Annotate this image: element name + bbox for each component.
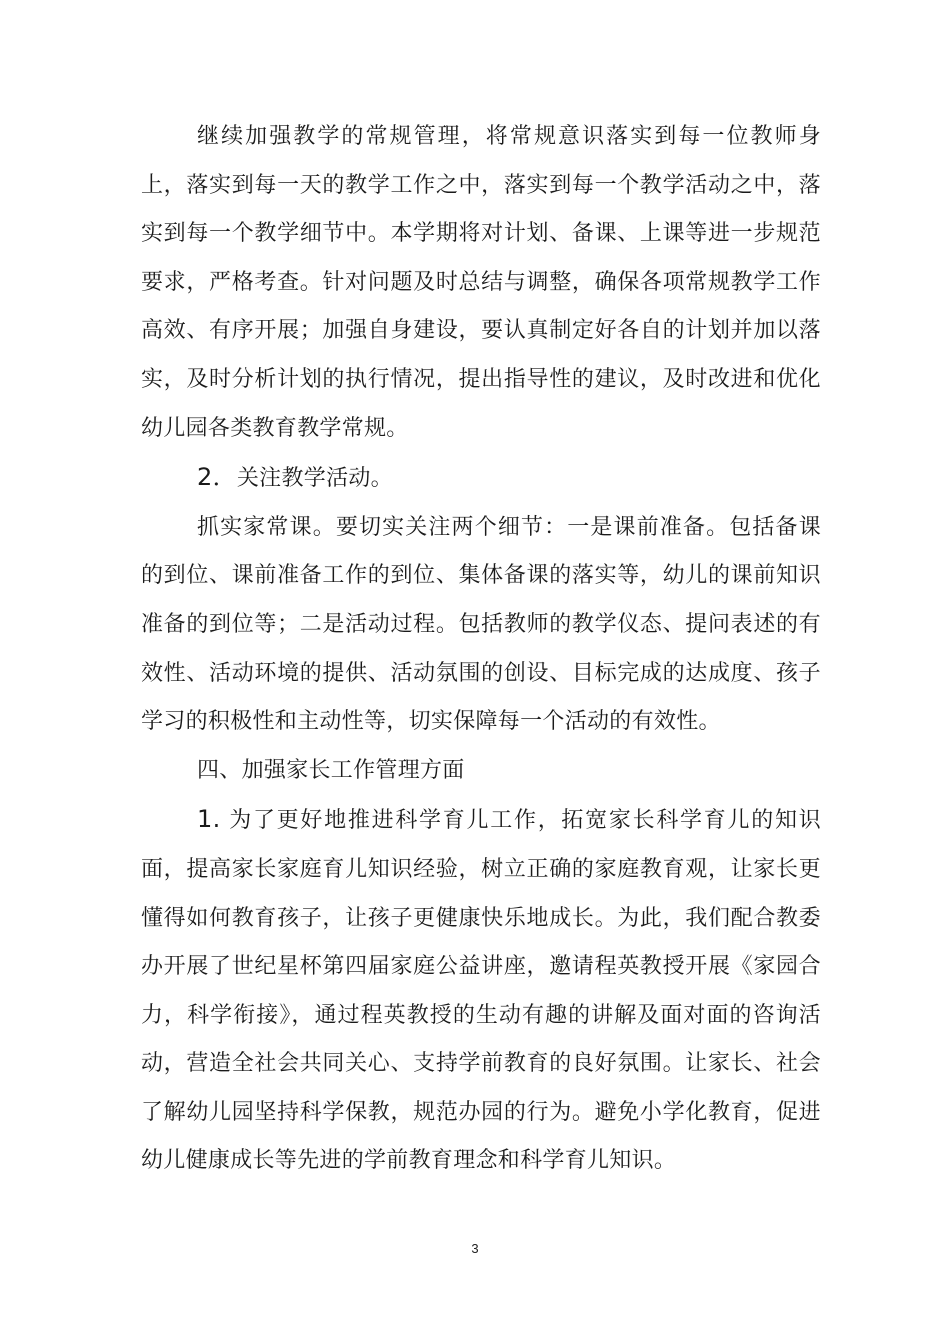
paragraph-text: 四、加强家长工作管理方面	[197, 757, 465, 783]
paragraph-text: 关注教学活动。	[236, 466, 393, 492]
document-body	[141, 113, 821, 1186]
paragraph-routine-management	[141, 113, 821, 453]
paragraph-section-2-heading	[141, 453, 821, 504]
section-number: 1.	[197, 805, 221, 834]
paragraph-text: 抓实家常课。要切实关注两个细节：一是课前准备。包括备课的到位、课前准备工作的到位、集体备课的落实等，幼儿的课前知识准备的到位等；二是活动过程。包括教师的教学仪态、提问表述的有效性、活动环境的提供、活动氛围的创设、目标完成的达成度、孩子学习的积极性和主动性等，切实保障每一个活动的有效性。	[141, 514, 821, 735]
paragraph-daily-lessons	[141, 504, 821, 747]
page-number: 3	[471, 1241, 479, 1256]
paragraph-text: 为了更好地推进科学育儿工作，拓宽家长科学育儿的知识面，提高家长家庭育儿知识经验，树立正确的家庭教育观，让家长更懂得如何教育孩子，让孩子更健康快乐地成长。为此，我们配合教委办开展了世纪星杯第四届家庭公益讲座，邀请程英教授开展《家园合力，科学衔接》，通过程英教授的生动有趣的讲解及面对面的咨询活动，营造全社会共同关心、支持学前教育的良好氛围。让家长、社会了解幼儿园坚持科学保教，规范办园的行为。避免小学化教育，促进幼儿健康成长等先进的学前教育理念和科学育儿知识。	[141, 808, 821, 1174]
section-number: 2．	[197, 463, 237, 492]
paragraph-section-4-heading	[141, 747, 821, 796]
paragraph-text: 继续加强教学的常规管理，将常规意识落实到每一位教师身上，落实到每一天的教学工作之中，落实到每一个教学活动之中，落实到每一个教学细节中。本学期将对计划、备课、上课等进一步规范要求，严格考查。针对问题及时总结与调整，确保各项常规教学工作高效、有序开展；加强自身建设，要认真制定好各自的计划并加以落实，及时分析计划的执行情况，提出指导性的建议，及时改进和优化幼儿园各类教育教学常规。	[141, 124, 821, 441]
paragraph-parent-work	[141, 795, 821, 1186]
